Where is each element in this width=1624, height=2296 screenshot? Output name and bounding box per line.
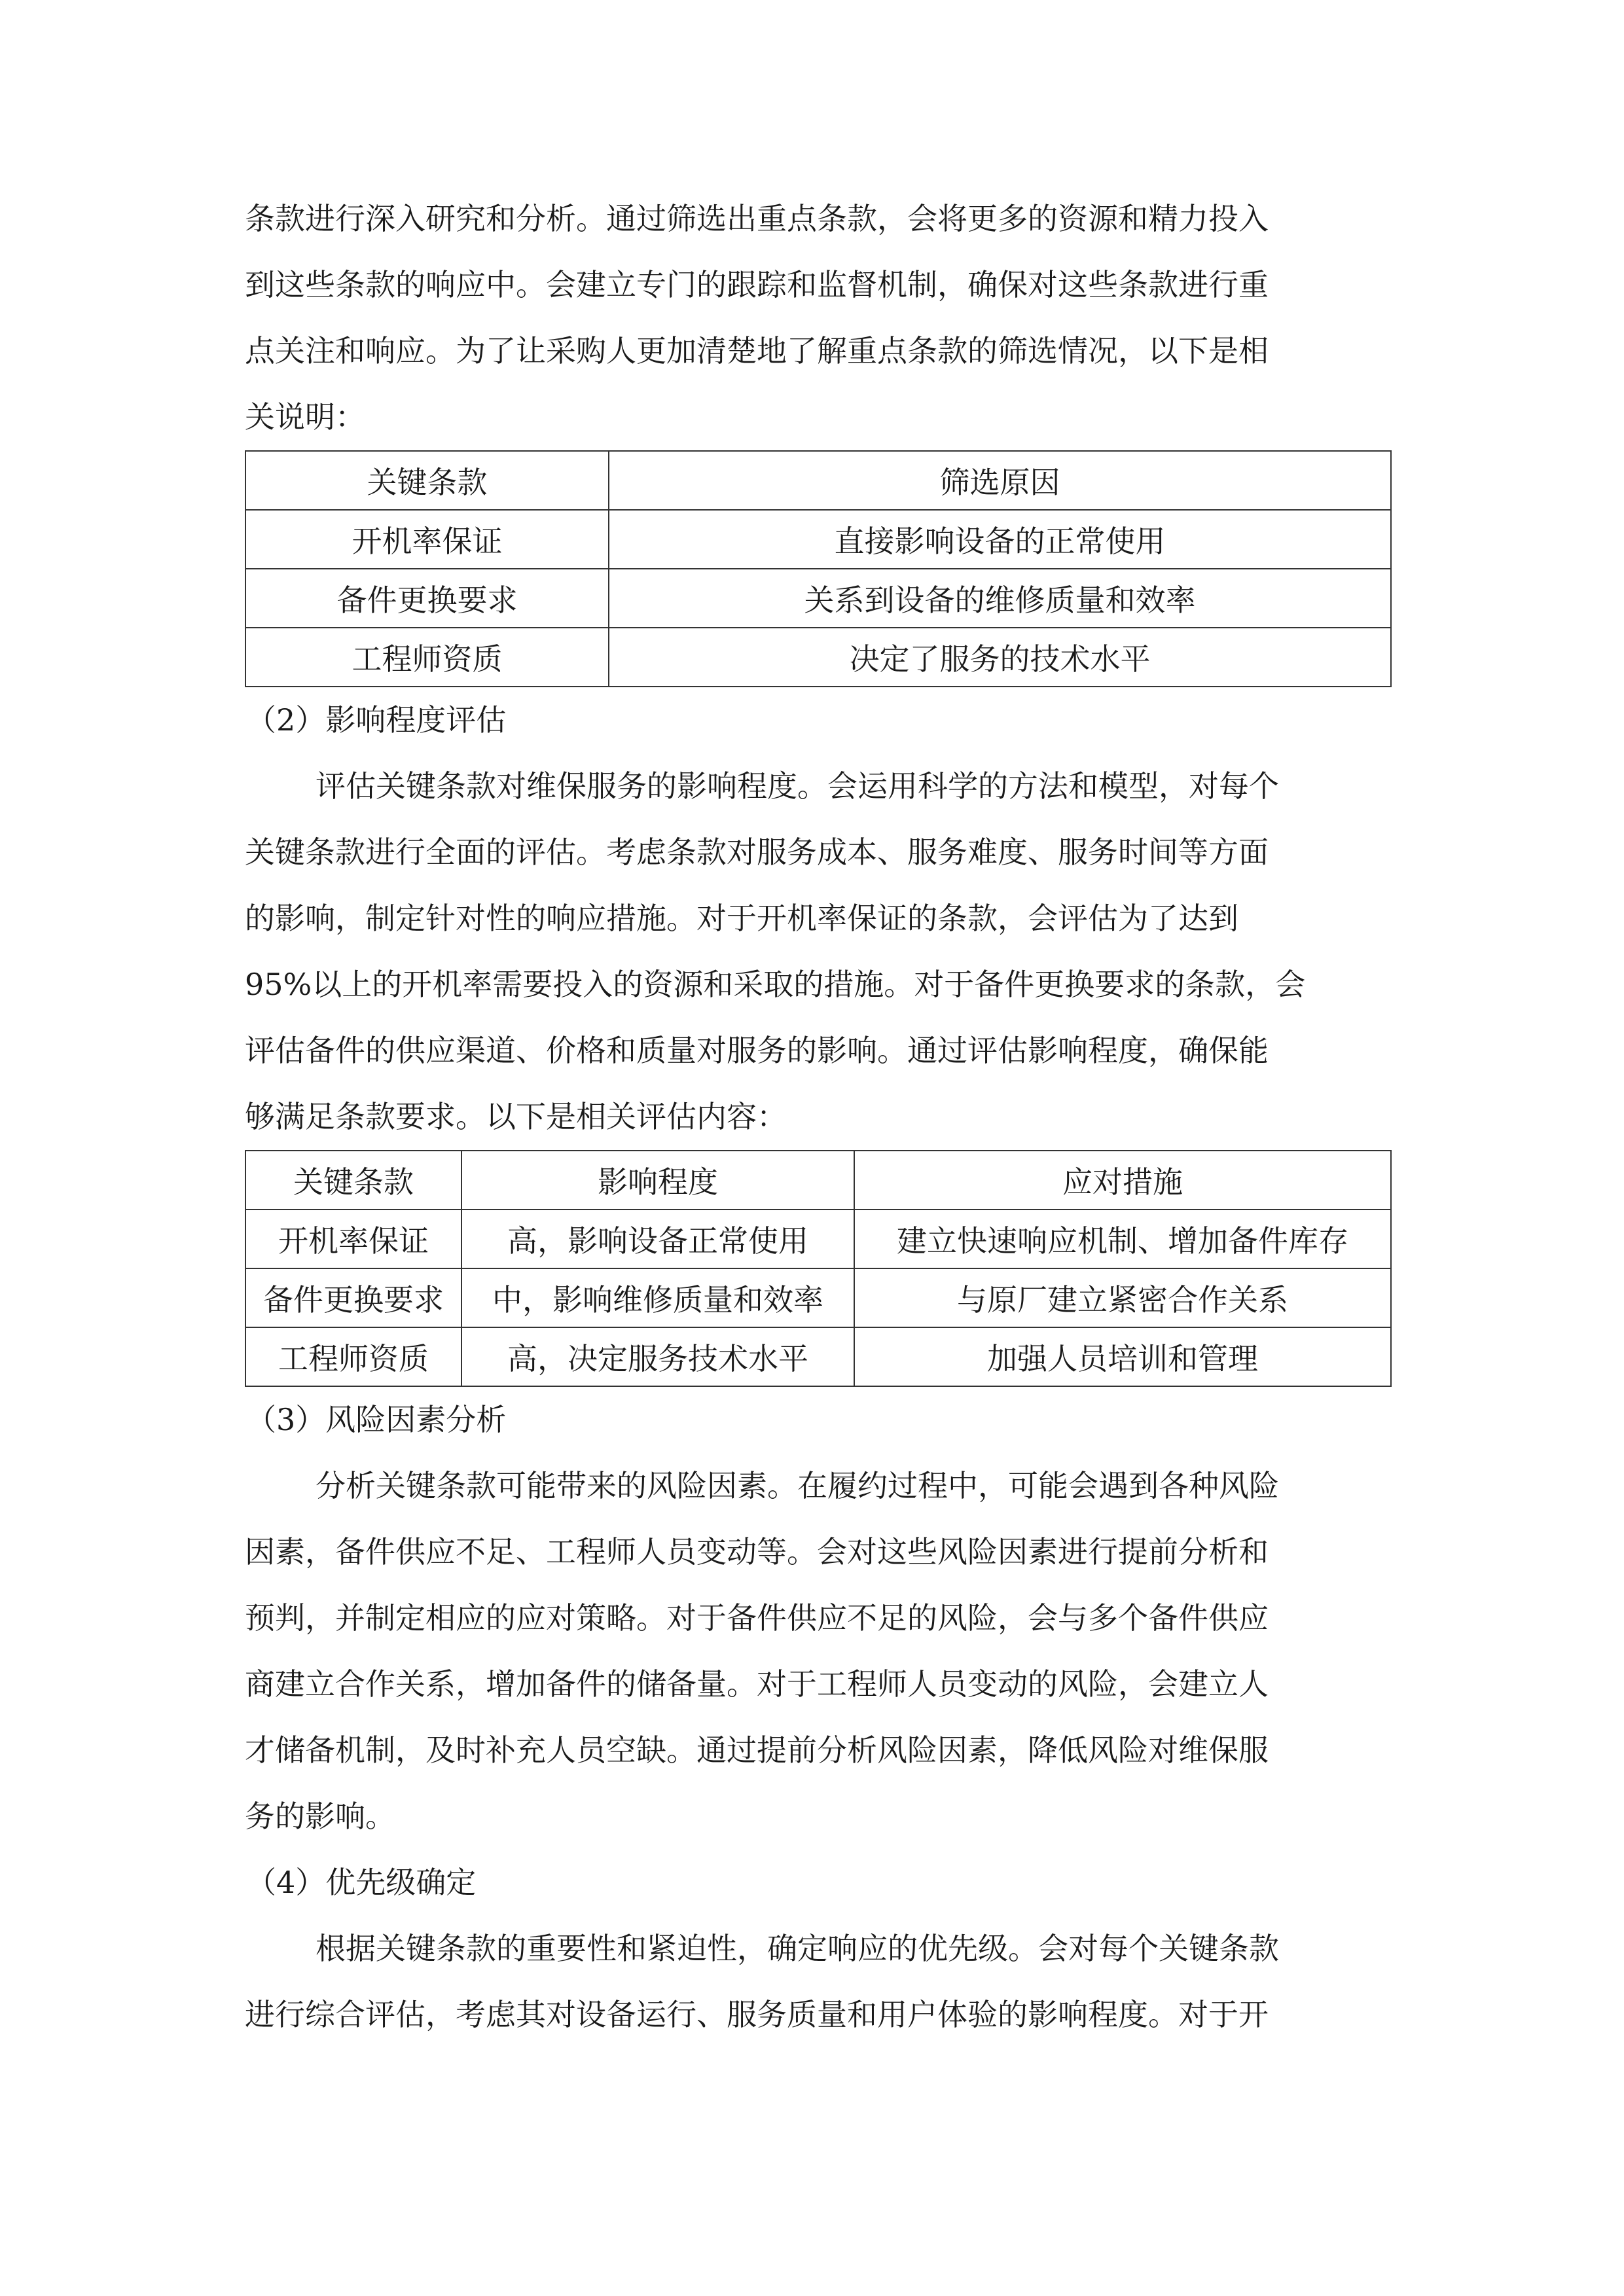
intro-line-4: 关说明： [245,399,365,435]
table-row [245,628,1391,687]
table-row [245,1210,1391,1268]
section-3-line-5: 才储备机制，及时补充人员空缺。通过提前分析风险因素，降低风险对维保服 [245,1732,1269,1768]
table-header-cell: 筛选原因 [609,451,1391,510]
table-header-cell: 关键条款 [245,1151,461,1210]
table-header-cell: 关键条款 [245,451,609,510]
table-cell: 建立快速响应机制、增加备件库存 [854,1210,1391,1268]
section-4-line-2: 进行综合评估，考虑其对设备运行、服务质量和用户体验的影响程度。对于开 [245,1997,1269,2032]
key-terms-screening-table [245,450,1392,687]
section-4-line-1: 根据关键条款的重要性和紧迫性，确定响应的优先级。会对每个关键条款 [316,1931,1279,1966]
section-3-heading: （3）风险因素分析 [246,1402,507,1437]
table-cell: 高，影响设备正常使用 [461,1210,854,1268]
impact-assessment-table [245,1150,1392,1387]
section-2-line-3: 的影响，制定针对性的响应措施。对于开机率保证的条款，会评估为了达到 [245,901,1238,936]
table-row [245,1268,1391,1327]
table-cell: 高，决定服务技术水平 [461,1327,854,1386]
table-cell: 中，影响维修质量和效率 [461,1268,854,1327]
intro-line-3: 点关注和响应。为了让采购人更加清楚地了解重点条款的筛选情况，以下是相 [245,333,1269,368]
section-2-heading: （2）影响程度评估 [246,702,507,738]
table-cell: 备件更换要求 [245,1268,461,1327]
table-cell: 加强人员培训和管理 [854,1327,1391,1386]
section-2-paragraph [245,753,1390,1150]
table-header-row [245,451,1391,510]
section-2-line-1: 评估关键条款对维保服务的影响程度。会运用科学的方法和模型，对每个 [316,768,1279,804]
table-cell: 开机率保证 [245,510,609,569]
table-cell: 关系到设备的维修质量和效率 [609,569,1391,628]
table-row [245,569,1391,628]
section-3-line-4: 商建立合作关系，增加备件的储备量。对于工程师人员变动的风险，会建立人 [245,1666,1269,1702]
table-cell: 与原厂建立紧密合作关系 [854,1268,1391,1327]
section-2-line-4: 95%以上的开机率需要投入的资源和采取的措施。对于备件更换要求的条款，会 [245,967,1306,1002]
section-3-line-3: 预判，并制定相应的应对策略。对于备件供应不足的风险，会与多个备件供应 [245,1600,1269,1636]
table-cell: 开机率保证 [245,1210,461,1268]
intro-line-1: 条款进行深入研究和分析。通过筛选出重点条款，会将更多的资源和精力投入 [245,201,1269,236]
section-2-line-2: 关键条款进行全面的评估。考虑条款对服务成本、服务难度、服务时间等方面 [245,834,1269,870]
intro-paragraph [245,186,1390,450]
table-cell: 直接影响设备的正常使用 [609,510,1391,569]
table-header-row [245,1151,1391,1210]
table-row [245,1327,1391,1386]
section-3-line-6: 务的影响。 [245,1799,395,1834]
section-3-line-2: 因素，备件供应不足、工程师人员变动等。会对这些风险因素进行提前分析和 [245,1534,1269,1570]
table-row [245,510,1391,569]
intro-line-2: 到这些条款的响应中。会建立专门的跟踪和监督机制，确保对这些条款进行重 [245,267,1269,302]
section-2-line-5: 评估备件的供应渠道、价格和质量对服务的影响。通过评估影响程度，确保能 [245,1033,1269,1068]
table-cell: 工程师资质 [245,628,609,687]
section-3-line-1: 分析关键条款可能带来的风险因素。在履约过程中，可能会遇到各种风险 [316,1468,1279,1503]
section-4-heading: （4）优先级确定 [246,1865,477,1900]
table-cell: 工程师资质 [245,1327,461,1386]
table-cell: 备件更换要求 [245,569,609,628]
table-cell: 决定了服务的技术水平 [609,628,1391,687]
section-2-line-6: 够满足条款要求。以下是相关评估内容： [245,1099,787,1134]
document-page [245,186,1390,2048]
table-header-cell: 应对措施 [854,1151,1391,1210]
section-4-paragraph [245,1916,1390,2048]
table-header-cell: 影响程度 [461,1151,854,1210]
section-3-paragraph [245,1453,1390,1850]
